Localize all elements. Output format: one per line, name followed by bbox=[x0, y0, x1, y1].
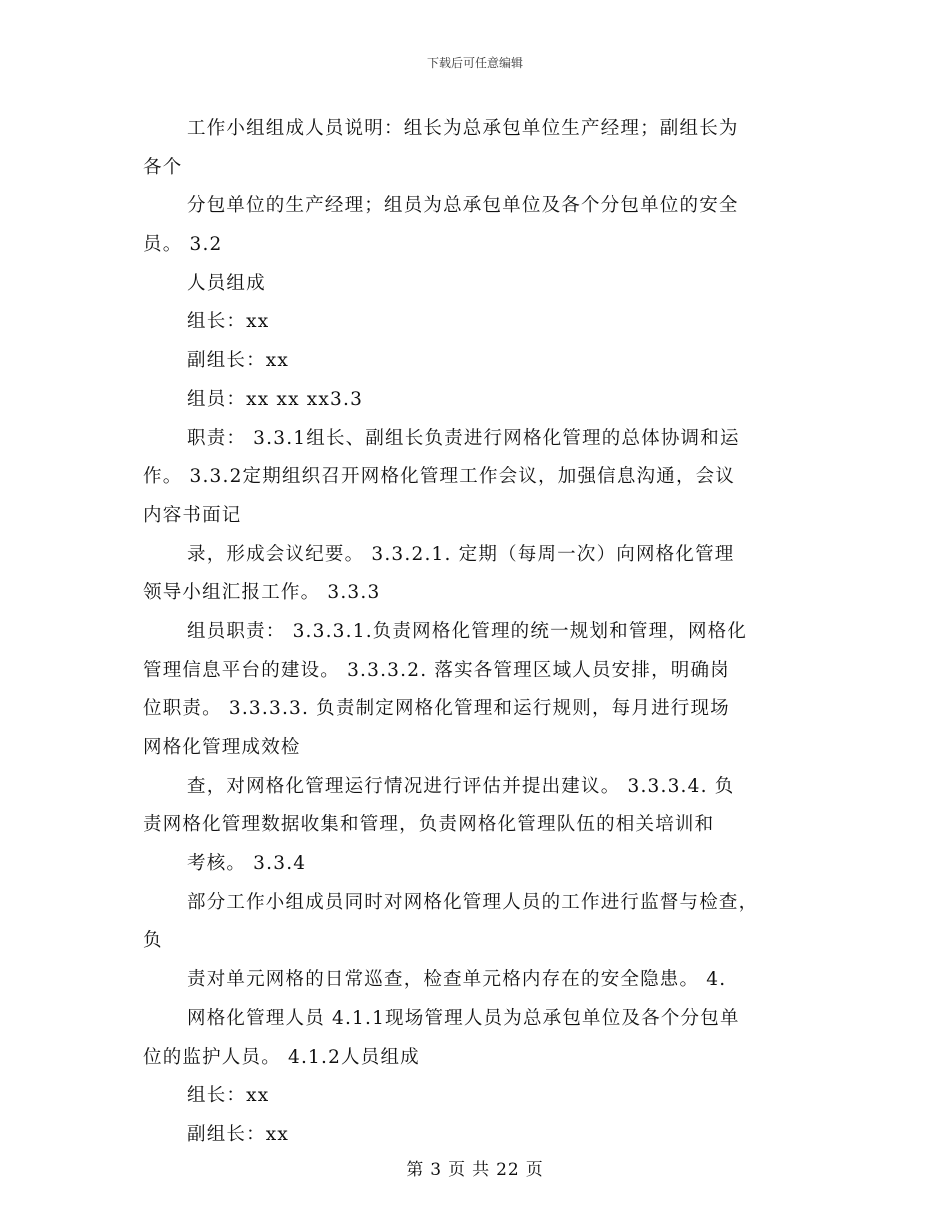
text-line: 部分工作小组成员同时对网格化管理人员的工作进行监督与检查， bbox=[187, 891, 759, 913]
text-line: 位职责。 3.3.3.3. 负责制定网格化管理和运行规则，每月进行现场 bbox=[143, 698, 730, 720]
text-line: 职责： 3.3.1组长、副组长负责进行网格化管理的总体协调和运 bbox=[187, 427, 740, 449]
text-line: 网格化管理成效检 bbox=[143, 737, 301, 758]
footer-page-word: 页 bbox=[448, 1160, 467, 1180]
document-body bbox=[143, 110, 808, 1155]
footer-suffix: 页 bbox=[525, 1160, 544, 1180]
text-line: 网格化管理人员 4.1.1现场管理人员为总承包单位及各个分包单 bbox=[187, 1007, 740, 1029]
text-line: 考核。 3.3.4 bbox=[187, 853, 307, 875]
text-line: 责对单元网格的日常巡查，检查单元格内存在的安全隐患。 4. bbox=[187, 969, 727, 991]
text-line: 组员：xx xx xx3.3 bbox=[187, 388, 364, 410]
page-footer bbox=[0, 1155, 950, 1180]
text-line: 人员组成 bbox=[187, 272, 266, 294]
text-line: 领导小组汇报工作。 3.3.3 bbox=[143, 582, 381, 604]
text-line: 组长：xx bbox=[187, 311, 270, 333]
footer-total-word: 共 bbox=[472, 1160, 491, 1180]
text-line: 工作小组组成人员说明：组长为总承包单位生产经理；副组长为 bbox=[187, 118, 739, 139]
text-line: 查，对网格化管理运行情况进行评估并提出建议。 3.3.3.4. 负 bbox=[187, 775, 735, 797]
text-line: 管理信息平台的建设。 3.3.3.2. 落实各管理区域人员安排，明确岗 bbox=[143, 659, 730, 681]
text-line: 分包单位的生产经理；组员为总承包单位及各个分包单位的安全 bbox=[187, 195, 739, 217]
text-line: 负 bbox=[143, 930, 163, 952]
text-line: 组员职责： 3.3.3.1.负责网格化管理的统一规划和管理，网格化 bbox=[187, 620, 748, 642]
text-line: 位的监护人员。 4.1.2人员组成 bbox=[143, 1046, 420, 1068]
text-line: 副组长：xx bbox=[187, 1123, 290, 1145]
footer-page-number: 3 bbox=[430, 1160, 443, 1180]
text-line: 各个 bbox=[143, 156, 183, 178]
text-line: 副组长：xx bbox=[187, 350, 290, 372]
text-line: 组长：xx bbox=[187, 1085, 270, 1107]
text-line: 作。 3.3.2定期组织召开网格化管理工作会议，加强信息沟通，会议 bbox=[143, 466, 736, 488]
text-line: 责网格化管理数据收集和管理，负责网格化管理队伍的相关培训和 bbox=[143, 814, 715, 836]
text-line: 内容书面记 bbox=[143, 504, 242, 526]
page-header: 下载后可任意编辑 bbox=[426, 56, 523, 70]
text-line: 录，形成会议纪要。 3.3.2.1. 定期（每周一次）向网格化管理 bbox=[187, 543, 735, 565]
footer-total-pages: 22 bbox=[496, 1160, 520, 1180]
footer-prefix: 第 bbox=[406, 1160, 425, 1180]
text-line: 员。 3.2 bbox=[143, 234, 223, 256]
